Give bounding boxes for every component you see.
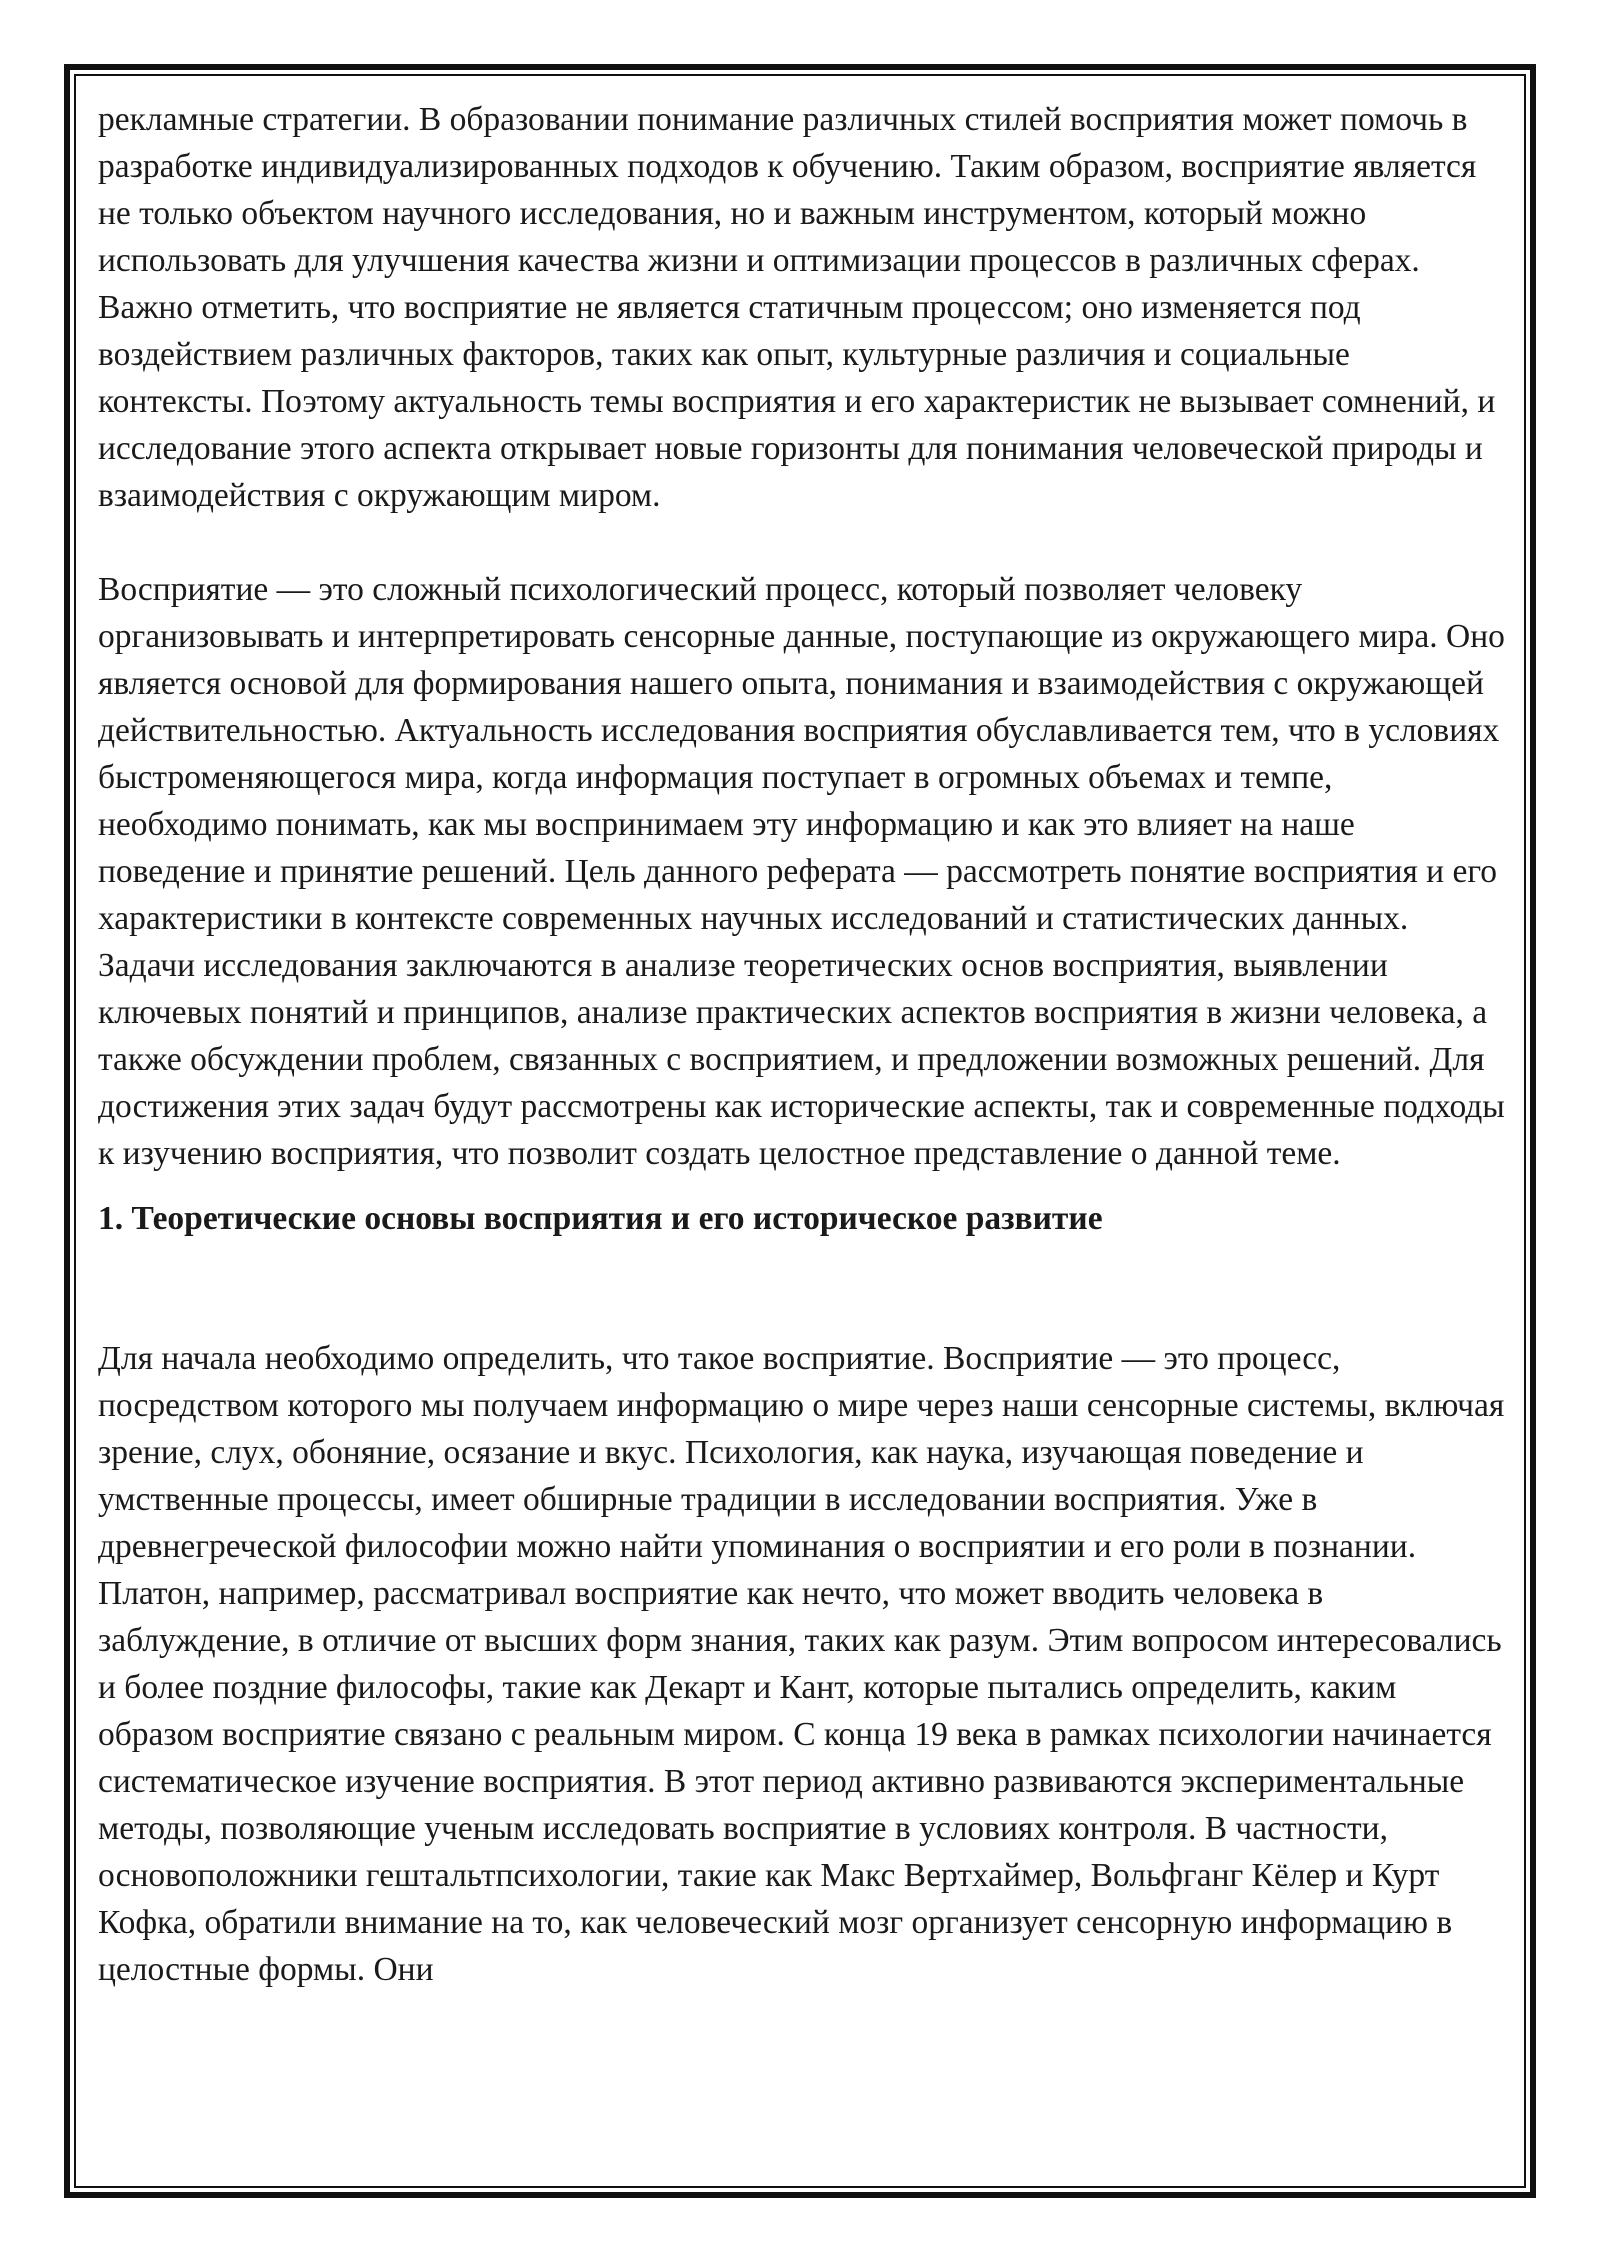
- document-body: [98, 96, 1510, 1993]
- paragraph-1: рекламные стратегии. В образовании понимание различных стилей восприятия может помочь в разработке индивидуализированных подходов к обучению. Таким образом, восприятие является не только объектом научного исследования, но и важным инструментом, который можно использовать для улучшения качества жизни и оптимизации процессов в различных сферах. Важно отметить, что восприятие не является статичным процессом; оно изменяется под воздействием различных факторов, таких как опыт, культурные различия и социальные контексты. Поэтому актуальность темы восприятия и его характеристик не вызывает сомнений, и исследование этого аспекта открывает новые горизонты для понимания человеческой природы и взаимодействия с окружающим миром.: [98, 101, 1496, 514]
- paragraph-2: Восприятие — это сложный психологический процесс, который позволяет человеку организовывать и интерпретировать сенсорные данные, поступающие из окружающего мира. Оно является основой для формирования нашего опыта, понимания и взаимодействия с окружающей действительностью. Актуальность исследования восприятия обуславливается тем, что в условиях быстроменяющегося мира, когда информация поступает в огромных объемах и темпе, необходимо понимать, как мы воспринимаем эту информацию и как это влияет на наше поведение и принятие решений. Цель данного реферата — рассмотреть понятие восприятия и его характеристики в контексте современных научных исследований и статистических данных. Задачи исследования заключаются в анализе теоретических основ восприятия, выявлении ключевых понятий и принципов, анализе практических аспектов восприятия в жизни человека, а также обсуждении проблем, связанных с восприятием, и предложении возможных решений. Для достижения этих задач будут рассмотрены как исторические аспекты, так и современные подходы к изучению восприятия, что позволит создать целостное представление о данной теме.: [98, 571, 1505, 1172]
- section-heading: 1. Теоретические основы восприятия и его историческое развитие: [98, 1200, 1103, 1237]
- paragraph-3: Для начала необходимо определить, что такое восприятие. Восприятие — это процесс, посредством которого мы получаем информацию о мире через наши сенсорные системы, включая зрение, слух, обоняние, осязание и вкус. Психология, как наука, изучающая поведение и умственные процессы, имеет обширные традиции в исследовании восприятия. Уже в древнегреческой философии можно найти упоминания о восприятии и его роли в познании. Платон, например, рассматривал восприятие как нечто, что может вводить человека в заблуждение, в отличие от высших форм знания, таких как разум. Этим вопросом интересовались и более поздние философы, такие как Декарт и Кант, которые пытались определить, каким образом восприятие связано с реальным миром. С конца 19 века в рамках психологии начинается систематическое изучение восприятия. В этот период активно развиваются экспериментальные методы, позволяющие ученым исследовать восприятие в условиях контроля. В частности, основоположники гештальтпсихологии, такие как Макс Вертхаймер, Вольфганг Кёлер и Курт Кофка, обратили внимание на то, как человеческий мозг организует сенсорную информацию в целостные формы. Они: [98, 1340, 1505, 1988]
